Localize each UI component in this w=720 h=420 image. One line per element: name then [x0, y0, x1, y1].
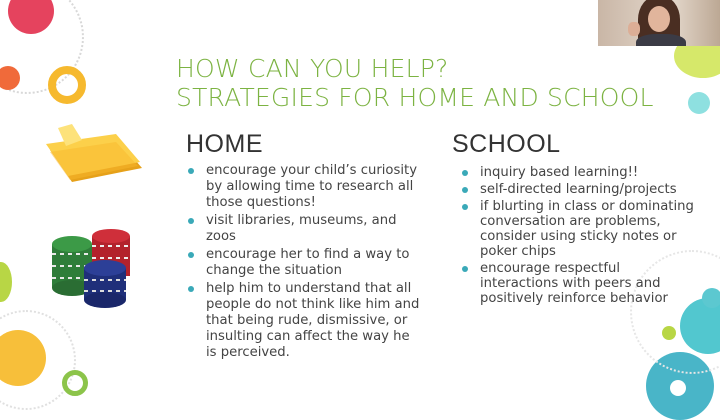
title-line-1: HOW CAN YOU HELP? [176, 54, 449, 83]
presenter-hand [628, 22, 640, 36]
deco-circle-teal-right [688, 92, 710, 114]
school-bullet-3: if blurting in class or dominating conversation are problems, consider using sticky notes or poker chips [458, 199, 698, 259]
poker-chips-icon [48, 228, 136, 308]
school-heading: SCHOOL [452, 130, 561, 158]
deco-ring-yellow [48, 66, 86, 104]
school-bullet-1: inquiry based learning!! [458, 165, 698, 180]
sticky-note-icon [38, 122, 144, 194]
deco-circle-cyan-small [702, 288, 720, 308]
school-bullet-list [458, 165, 698, 308]
home-bullet-list [184, 163, 424, 363]
deco-circle-white-dot [670, 380, 686, 396]
school-bullet-2: self-directed learning/projects [458, 182, 698, 197]
home-bullet-1: encourage your child’s curiosity by allowing time to research all those questions! [184, 163, 424, 211]
deco-dot-ring-bottom [0, 310, 76, 410]
home-bullet-3: encourage her to find a way to change the situation [184, 247, 424, 279]
home-bullet-2: visit libraries, museums, and zoos [184, 213, 424, 245]
deco-ring-green [62, 370, 88, 396]
deco-circle-lime-left [0, 262, 12, 302]
slide-title [176, 54, 654, 112]
home-heading: HOME [186, 130, 263, 158]
webcam-video-inset [598, 0, 720, 46]
home-bullet-4: help him to understand that all people do not think like him and that being rude, dismissive, or insulting can affect the way he is perceived. [184, 281, 424, 361]
school-bullet-4: encourage respectful interactions with peers and positively reinforce behavior [458, 261, 698, 306]
title-line-2: STRATEGIES FOR HOME AND SCHOOL [176, 83, 654, 112]
presenter-shirt [636, 34, 686, 46]
presenter-face [648, 6, 670, 32]
